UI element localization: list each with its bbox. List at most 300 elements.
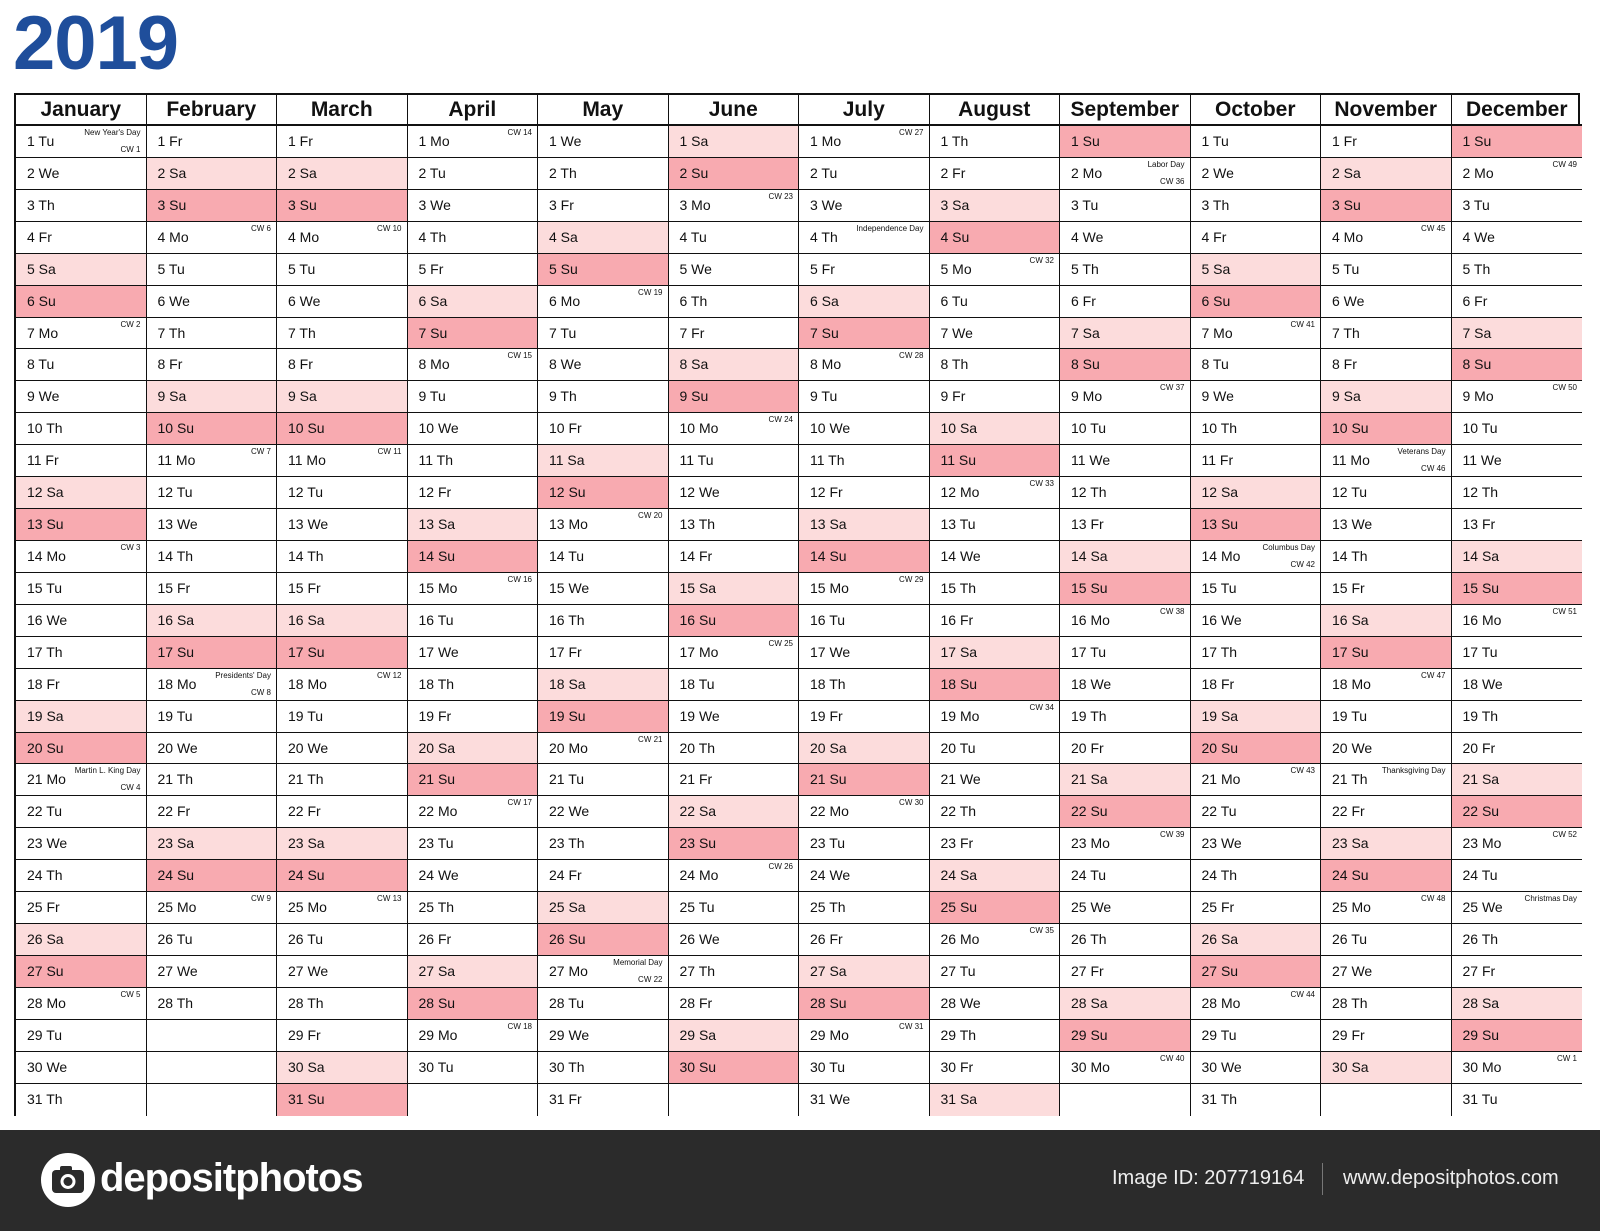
day-label: 27 We — [157, 962, 198, 979]
day-label: 29 Sa — [679, 1026, 717, 1043]
calendar-week-label: CW 29 — [899, 574, 924, 584]
day-cell — [1060, 349, 1190, 381]
day-cell — [1060, 381, 1190, 413]
calendar-week-label: CW 1 — [120, 145, 141, 154]
day-cell — [538, 828, 668, 860]
day-label: 31 Su — [288, 1090, 325, 1107]
day-label: 6 We — [157, 292, 190, 309]
day-cell — [930, 541, 1060, 573]
day-cell — [408, 764, 538, 796]
day-label: 13 Fr — [1462, 516, 1496, 533]
day-cell — [147, 286, 277, 318]
day-cell — [147, 509, 277, 541]
calendar-week-label: CW 49 — [1552, 159, 1577, 169]
day-cell — [1060, 509, 1190, 541]
day-label: 2 Th — [549, 164, 577, 181]
day-cell — [669, 541, 799, 573]
day-cell — [669, 892, 799, 924]
day-cell — [1321, 190, 1451, 222]
calendar-week-label: CW 26 — [768, 862, 793, 872]
calendar-week-label: CW 14 — [507, 128, 532, 137]
day-label: 2 Su — [679, 164, 709, 181]
day-label: 26 Sa — [1201, 931, 1239, 948]
day-label: 28 Mo — [1201, 994, 1241, 1011]
day-label: 14 Th — [288, 547, 324, 564]
day-cell — [147, 318, 277, 350]
day-cell — [408, 126, 538, 158]
day-cell — [669, 988, 799, 1020]
day-cell — [1060, 1020, 1190, 1052]
day-label: 12 Fr — [810, 484, 843, 501]
day-cell — [1191, 1020, 1321, 1052]
day-label: 26 Tu — [157, 931, 193, 948]
calendar-week-label: CW 11 — [377, 447, 402, 457]
day-label: 1 Fr — [157, 133, 183, 149]
day-cell — [16, 701, 146, 733]
month-header: July — [799, 95, 929, 126]
calendar-week-label: CW 37 — [1160, 383, 1185, 393]
day-cell — [147, 637, 277, 669]
day-cell — [277, 381, 407, 413]
day-label: 14 We — [940, 547, 981, 564]
day-label: 30 Tu — [810, 1058, 846, 1075]
day-cell — [930, 1020, 1060, 1052]
day-cell — [1321, 860, 1451, 892]
day-cell — [669, 318, 799, 350]
day-label: 7 Th — [288, 324, 316, 341]
day-label: 13 Su — [1201, 516, 1239, 533]
day-label: 4 Th — [418, 228, 447, 245]
day-label: 17 Tu — [1462, 643, 1498, 660]
day-label: 10 Sa — [940, 420, 978, 437]
day-label: 8 Fr — [157, 356, 183, 373]
calendar-week-label: CW 12 — [377, 670, 402, 680]
calendar-week-label: CW 50 — [1552, 383, 1577, 393]
day-cell — [147, 828, 277, 860]
day-label: 9 We — [27, 388, 60, 405]
day-label: 21 Th — [157, 771, 194, 788]
day-label: 17 Su — [1332, 643, 1369, 660]
day-cell — [1060, 254, 1190, 286]
day-cell — [1060, 477, 1190, 509]
day-label: 23 Fr — [940, 835, 974, 852]
day-label: 24 Mo — [679, 867, 719, 884]
day-label: 26 Sa — [27, 931, 64, 948]
day-cell — [1060, 860, 1190, 892]
day-cell — [538, 509, 668, 541]
day-label: 8 Su — [1462, 356, 1492, 373]
day-label: 7 Su — [418, 324, 448, 341]
month-header: September — [1060, 95, 1190, 126]
day-cell — [1321, 222, 1451, 254]
day-label: 8 Tu — [1201, 356, 1229, 373]
calendar-week-label: CW 30 — [899, 798, 924, 808]
day-label: 22 Su — [1462, 803, 1500, 820]
day-label: 19 Th — [1462, 707, 1499, 724]
day-cell — [408, 924, 538, 956]
day-label: 12 Th — [1071, 484, 1107, 501]
day-cell — [799, 828, 929, 860]
day-cell — [1321, 988, 1451, 1020]
day-label: 12 Sa — [27, 484, 64, 501]
day-cell — [1060, 158, 1190, 190]
day-cell — [408, 349, 538, 381]
day-cell — [538, 222, 668, 254]
day-cell — [16, 381, 146, 413]
calendar-week-label: CW 51 — [1552, 606, 1577, 616]
day-cell — [1452, 126, 1583, 158]
day-cell — [799, 701, 929, 733]
calendar-week-label: CW 24 — [768, 415, 793, 425]
calendar-week-label: CW 19 — [638, 287, 663, 297]
day-cell — [1321, 1052, 1451, 1084]
day-cell — [669, 158, 799, 190]
day-label: 14 Su — [418, 547, 456, 564]
day-cell — [1060, 222, 1190, 254]
day-label: 31 Sa — [940, 1090, 978, 1107]
day-label: 21 Su — [810, 771, 847, 788]
day-label: 14 Mo — [27, 547, 66, 564]
day-label: 13 Su — [27, 516, 64, 533]
day-cell — [930, 381, 1060, 413]
day-cell — [147, 605, 277, 637]
day-cell — [277, 796, 407, 828]
day-cell — [799, 318, 929, 350]
calendar-week-label: CW 18 — [507, 1021, 532, 1031]
day-cell — [1060, 190, 1190, 222]
day-label: 8 Su — [1071, 356, 1100, 373]
day-cell — [408, 701, 538, 733]
image-id-label: Image ID: 207719164 — [1112, 1167, 1305, 1189]
day-label: 16 Tu — [418, 611, 454, 628]
day-label: 24 Su — [288, 867, 325, 884]
day-label: 9 Su — [679, 388, 709, 405]
calendar-week-label: CW 31 — [899, 1021, 924, 1031]
day-label: 23 Mo — [1462, 835, 1502, 852]
day-cell — [799, 381, 929, 413]
day-cell — [1191, 318, 1321, 350]
day-label: 3 Su — [1332, 196, 1361, 213]
day-label: 29 Su — [1462, 1026, 1500, 1043]
day-cell — [799, 541, 929, 573]
day-cell — [147, 126, 277, 158]
day-cell — [16, 541, 146, 573]
day-label: 22 We — [549, 803, 590, 820]
day-cell — [1060, 605, 1190, 637]
day-cell — [669, 222, 799, 254]
day-cell — [1452, 509, 1583, 541]
day-cell — [669, 637, 799, 669]
calendar-week-label: CW 8 — [251, 687, 271, 697]
day-cell — [930, 733, 1060, 765]
day-label: 13 Sa — [418, 516, 456, 533]
day-cell — [1452, 828, 1583, 860]
day-cell — [1060, 573, 1190, 605]
day-cell — [538, 1020, 668, 1052]
day-cell — [1321, 924, 1451, 956]
day-cell — [1452, 988, 1583, 1020]
day-cell — [669, 413, 799, 445]
day-cell — [16, 796, 146, 828]
day-label: 11 We — [1071, 452, 1111, 469]
day-label: 22 Tu — [27, 803, 63, 820]
day-label: 24 We — [418, 867, 459, 884]
calendar-week-label: CW 17 — [507, 798, 532, 808]
day-label: 7 Th — [157, 324, 186, 341]
day-cell — [16, 318, 146, 350]
day-label: 30 Tu — [418, 1058, 454, 1075]
day-label: 16 Fr — [940, 611, 974, 628]
day-cell — [930, 637, 1060, 669]
day-cell — [16, 286, 146, 318]
day-label: 15 Mo — [810, 579, 849, 596]
day-cell — [1452, 222, 1583, 254]
day-label: 8 Mo — [418, 356, 450, 373]
day-cell — [930, 445, 1060, 477]
day-cell — [930, 158, 1060, 190]
day-cell — [147, 701, 277, 733]
day-cell — [408, 254, 538, 286]
day-label: 3 Th — [27, 196, 55, 213]
day-label: 10 Su — [1332, 420, 1369, 437]
day-label: 12 We — [679, 484, 720, 501]
calendar-week-label: CW 33 — [1029, 479, 1054, 489]
day-cell — [669, 828, 799, 860]
calendar-week-label: CW 2 — [120, 319, 141, 329]
day-label: 23 Su — [679, 835, 717, 852]
day-label: 17 Tu — [1071, 643, 1107, 660]
day-cell — [147, 190, 277, 222]
day-label: 19 Fr — [810, 707, 843, 724]
day-label: 25 Sa — [549, 899, 586, 916]
day-label: 12 Mo — [940, 484, 980, 501]
day-label: 15 Mo — [418, 579, 458, 596]
day-cell — [1191, 445, 1321, 477]
day-cell — [1321, 956, 1451, 988]
day-label: 30 Th — [549, 1058, 585, 1075]
day-label: 25 We — [1462, 899, 1503, 916]
day-cell — [277, 349, 407, 381]
day-cell — [538, 477, 668, 509]
day-label: 27 Mo — [549, 962, 588, 979]
day-cell — [1321, 828, 1451, 860]
day-label: 9 Sa — [1332, 388, 1361, 405]
day-cell — [1321, 637, 1451, 669]
day-label: 19 Fr — [418, 707, 452, 724]
day-label: 2 We — [27, 164, 60, 181]
day-label: 16 Mo — [1071, 611, 1110, 628]
day-cell — [1191, 158, 1321, 190]
day-cell — [16, 158, 146, 190]
day-cell — [147, 764, 277, 796]
day-label: 22 Mo — [810, 803, 849, 820]
calendar-week-label: CW 9 — [251, 894, 271, 904]
day-cell — [277, 190, 407, 222]
day-cell — [16, 764, 146, 796]
day-label: 7 Su — [810, 324, 839, 341]
day-label: 18 We — [1071, 675, 1112, 692]
day-cell — [1060, 1052, 1190, 1084]
day-cell — [930, 477, 1060, 509]
day-label: 28 Th — [157, 994, 194, 1011]
day-label: 10 Tu — [1462, 420, 1498, 437]
month-column-february — [147, 95, 278, 1114]
day-label: 7 Sa — [1462, 324, 1492, 341]
day-cell — [147, 158, 277, 190]
day-label: 6 Mo — [549, 292, 581, 309]
day-cell — [930, 701, 1060, 733]
day-label: 9 We — [1201, 388, 1234, 405]
day-label: 20 Mo — [549, 739, 588, 756]
day-cell — [799, 158, 929, 190]
day-label: 22 Fr — [1332, 803, 1365, 820]
day-cell — [669, 669, 799, 701]
day-cell — [1452, 477, 1583, 509]
day-cell — [277, 860, 407, 892]
day-label: 18 Su — [940, 675, 978, 692]
day-cell — [799, 349, 929, 381]
day-cell — [277, 158, 407, 190]
day-label: 3 Fr — [549, 196, 574, 213]
day-cell — [16, 349, 146, 381]
day-label: 28 We — [940, 994, 981, 1011]
day-cell — [538, 1084, 668, 1116]
day-cell — [277, 541, 407, 573]
day-cell — [277, 1084, 407, 1116]
month-header: April — [408, 95, 538, 126]
day-cell — [1321, 318, 1451, 350]
day-label: 1 Th — [940, 133, 969, 149]
day-label: 9 Mo — [1462, 388, 1494, 405]
day-cell — [1452, 349, 1583, 381]
day-cell — [408, 286, 538, 318]
day-label: 2 Mo — [1462, 164, 1494, 181]
day-cell — [669, 286, 799, 318]
site-url-link[interactable]: www.depositphotos.com — [1343, 1167, 1559, 1189]
month-column-november — [1321, 95, 1452, 1114]
day-label: 23 Mo — [1071, 835, 1110, 852]
day-label: 4 Mo — [157, 228, 189, 245]
day-cell — [147, 254, 277, 286]
day-cell — [1191, 988, 1321, 1020]
day-label: 24 Su — [157, 867, 195, 884]
camera-logo-icon — [40, 1152, 96, 1208]
day-label: 27 Su — [27, 962, 64, 979]
day-label: 4 Tu — [679, 228, 707, 245]
calendar-week-label: CW 38 — [1160, 606, 1185, 616]
day-label: 19 Tu — [157, 707, 193, 724]
day-label: 27 Tu — [940, 962, 976, 979]
day-label: 20 We — [157, 739, 198, 756]
day-cell — [1321, 413, 1451, 445]
day-label: 4 Mo — [288, 228, 320, 245]
day-cell — [538, 445, 668, 477]
day-cell — [1060, 445, 1190, 477]
day-label: 15 Sa — [679, 579, 717, 596]
day-label: 14 Sa — [1462, 547, 1500, 564]
day-label: 15 Su — [1071, 579, 1108, 596]
day-label: 29 Fr — [288, 1026, 321, 1043]
day-label: 21 Su — [418, 771, 456, 788]
day-cell — [930, 764, 1060, 796]
day-cell — [1321, 445, 1451, 477]
day-cell — [408, 605, 538, 637]
day-label: 21 Tu — [549, 771, 585, 788]
day-label: 9 Mo — [1071, 388, 1103, 405]
day-label: 12 Tu — [1332, 484, 1368, 501]
day-cell — [1060, 956, 1190, 988]
day-label: 7 Sa — [1071, 324, 1100, 341]
calendar-week-label: CW 44 — [1290, 989, 1315, 999]
day-label: 18 Mo — [1332, 675, 1371, 692]
day-label: 3 We — [810, 196, 843, 213]
day-cell — [538, 796, 668, 828]
day-cell — [277, 828, 407, 860]
day-cell — [930, 413, 1060, 445]
day-label: 14 Su — [810, 547, 847, 564]
day-cell — [1191, 796, 1321, 828]
day-label: 9 Th — [549, 388, 577, 405]
day-cell — [538, 541, 668, 573]
month-column-december — [1452, 95, 1583, 1114]
day-cell — [799, 605, 929, 637]
month-header: June — [669, 95, 799, 126]
day-label: 3 Th — [1201, 196, 1230, 213]
month-column-may — [538, 95, 669, 1114]
day-label: 30 Sa — [1332, 1058, 1369, 1075]
day-label: 17 Mo — [679, 643, 719, 660]
day-label: 24 Th — [27, 867, 63, 884]
day-cell — [277, 509, 407, 541]
day-label: 5 Fr — [810, 260, 835, 277]
day-cell — [147, 669, 277, 701]
calendar-week-label: CW 21 — [638, 734, 663, 744]
day-label: 22 Tu — [1201, 803, 1237, 820]
day-label: 27 Fr — [1071, 962, 1104, 979]
day-cell — [669, 349, 799, 381]
day-cell — [1191, 637, 1321, 669]
holiday-label: Veterans Day — [1397, 447, 1446, 457]
day-cell — [1191, 509, 1321, 541]
day-cell — [538, 1052, 668, 1084]
day-label: 25 Mo — [157, 899, 197, 916]
day-label: 6 Fr — [1462, 292, 1488, 309]
day-label: 5 Th — [1071, 260, 1099, 277]
day-cell — [277, 637, 407, 669]
day-label: 4 We — [1462, 228, 1495, 245]
month-header: February — [147, 95, 277, 126]
day-cell — [1060, 733, 1190, 765]
day-label: 6 Sa — [810, 292, 839, 309]
day-label: 9 Tu — [810, 388, 838, 405]
day-label: 5 Su — [549, 260, 578, 277]
day-cell — [408, 318, 538, 350]
day-cell — [1191, 701, 1321, 733]
footer-divider — [1322, 1163, 1323, 1195]
day-cell — [1452, 381, 1583, 413]
day-cell — [277, 988, 407, 1020]
calendar-week-label: CW 36 — [1160, 176, 1185, 186]
day-cell — [408, 637, 538, 669]
empty-day-cell — [408, 1084, 538, 1116]
day-cell — [930, 828, 1060, 860]
day-label: 18 Fr — [1201, 675, 1235, 692]
day-label: 1 Tu — [27, 133, 55, 149]
day-label: 23 Sa — [288, 835, 325, 852]
day-cell — [538, 924, 668, 956]
day-cell — [408, 413, 538, 445]
day-cell — [538, 892, 668, 924]
